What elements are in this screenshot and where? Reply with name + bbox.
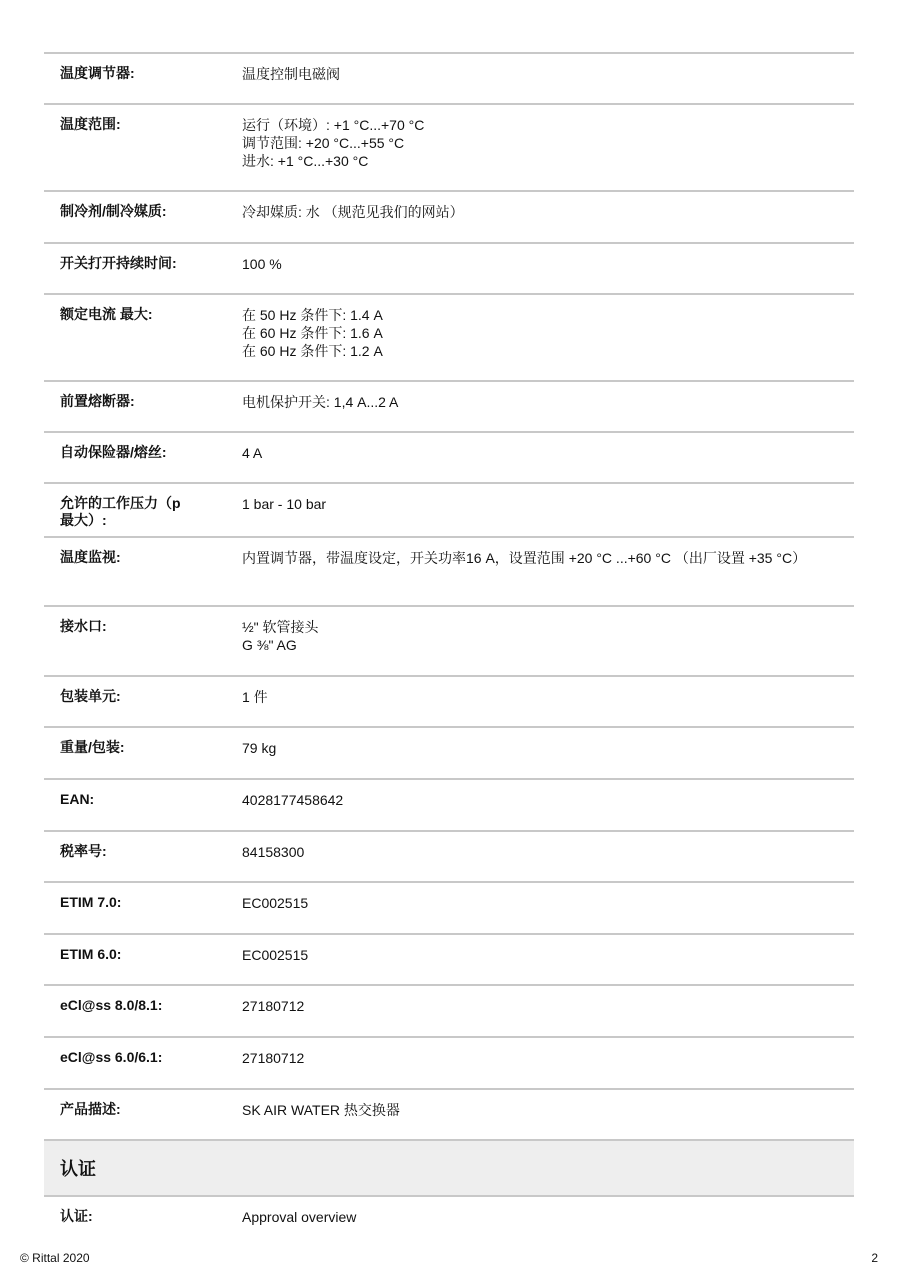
spec-row	[44, 538, 854, 607]
spec-row	[44, 433, 854, 484]
spec-rows	[44, 54, 854, 1141]
spec-row	[44, 244, 854, 295]
spec-label: 温度范围:	[60, 116, 121, 132]
spec-value-line: EC002515	[242, 947, 309, 963]
spec-row	[44, 728, 854, 780]
spec-label: ETIM 6.0:	[60, 946, 122, 962]
spec-value-line: 调节范围: +20 °C...+55 °C	[242, 135, 405, 151]
spec-value-line: 1 bar - 10 bar	[242, 496, 327, 512]
spec-value-line: 27180712	[242, 1050, 305, 1066]
spec-label: 重量/包装:	[60, 739, 125, 755]
spec-value	[242, 1197, 854, 1243]
spec-value-line: EC002515	[242, 895, 309, 911]
approval-overview-link[interactable]: Approval overview	[242, 1209, 357, 1225]
spec-value-line: 电机保护开关: 1,4 A...2 A	[242, 394, 399, 410]
spec-value-line: 79 kg	[242, 740, 277, 756]
spec-value-line: 4028177458642	[242, 792, 344, 808]
spec-value-line: 进水: +1 °C...+30 °C	[242, 153, 369, 169]
spec-row	[44, 986, 854, 1038]
spec-label: 认证:	[60, 1208, 93, 1224]
footer-page-number: 2	[871, 1251, 878, 1265]
spec-value-line: 内置调节器，带温度设定，开关功率16 A，设置范围 +20 °C ...+60 °C （出厂设置 +35 °C）	[242, 550, 807, 566]
spec-value	[242, 677, 854, 726]
spec-row	[44, 484, 854, 538]
spec-value	[242, 1038, 854, 1088]
spec-value	[242, 295, 854, 380]
spec-row	[44, 935, 854, 986]
spec-value	[242, 54, 854, 103]
spec-value-line: G ⅜" AG	[242, 637, 297, 653]
spec-table	[44, 52, 854, 1243]
footer-copyright: © Rittal 2020	[20, 1251, 90, 1265]
spec-label: EAN:	[60, 791, 95, 807]
spec-label: 税率号:	[60, 843, 107, 859]
spec-row	[44, 192, 854, 244]
spec-value	[242, 780, 854, 830]
spec-value	[242, 484, 854, 536]
spec-row	[44, 1038, 854, 1090]
spec-label: 自动保险器/熔丝:	[60, 444, 167, 460]
spec-value	[242, 105, 854, 190]
spec-value	[242, 935, 854, 984]
spec-value-line: 84158300	[242, 844, 305, 860]
spec-value	[242, 244, 854, 293]
spec-value-line: 1 件	[242, 689, 268, 705]
spec-label: 制冷剂/制冷媒质:	[60, 203, 167, 219]
spec-value-line: 温度控制电磁阀	[242, 66, 340, 82]
spec-row	[44, 382, 854, 433]
spec-row	[44, 607, 854, 677]
spec-label: 产品描述:	[60, 1101, 121, 1117]
spec-label: 温度调节器:	[60, 65, 135, 81]
spec-row-certification	[44, 1197, 854, 1243]
spec-value	[242, 382, 854, 431]
spec-label: 前置熔断器:	[60, 393, 135, 409]
spec-value	[242, 986, 854, 1036]
section-title: 认证	[60, 1159, 96, 1179]
spec-value	[242, 728, 854, 778]
spec-row	[44, 780, 854, 832]
spec-label: ETIM 7.0:	[60, 894, 122, 910]
spec-value-line: 在 60 Hz 条件下: 1.6 A	[242, 325, 383, 341]
spec-value	[242, 433, 854, 482]
spec-value-line: 冷却媒质: 水 （规范见我们的网站）	[242, 204, 464, 220]
section-header-certification	[44, 1141, 854, 1197]
spec-value-line: 运行（环境）: +1 °C...+70 °C	[242, 117, 425, 133]
spec-value-line: 100 %	[242, 256, 282, 272]
spec-value-line: SK AIR WATER 热交换器	[242, 1102, 400, 1118]
spec-label: 包装单元:	[60, 688, 121, 704]
spec-row	[44, 105, 854, 192]
spec-row	[44, 883, 854, 935]
spec-label: 额定电流 最大:	[60, 306, 153, 322]
spec-value-line: 4 A	[242, 445, 263, 461]
spec-value	[242, 883, 854, 933]
spec-label: 开关打开持续时间:	[60, 255, 177, 271]
spec-value-line: 在 60 Hz 条件下: 1.2 A	[242, 343, 383, 359]
spec-value	[242, 192, 854, 242]
spec-value-line: 在 50 Hz 条件下: 1.4 A	[242, 307, 383, 323]
spec-value-line: 27180712	[242, 998, 305, 1014]
spec-label: 接水口:	[60, 618, 107, 634]
spec-label: 温度监视:	[60, 549, 121, 565]
spec-value	[242, 607, 854, 675]
spec-row	[44, 295, 854, 382]
spec-value	[242, 832, 854, 881]
spec-label: eCl@ss 6.0/6.1:	[60, 1049, 163, 1065]
spec-value-line: ½" 软管接头	[242, 619, 319, 635]
spec-label: eCl@ss 8.0/8.1:	[60, 997, 163, 1013]
spec-row	[44, 54, 854, 105]
spec-row	[44, 677, 854, 728]
spec-label: 允许的工作压力（p 最大）:	[60, 495, 181, 528]
spec-row	[44, 832, 854, 883]
spec-row	[44, 1090, 854, 1141]
spec-value	[242, 1090, 854, 1139]
spec-value	[242, 538, 854, 605]
